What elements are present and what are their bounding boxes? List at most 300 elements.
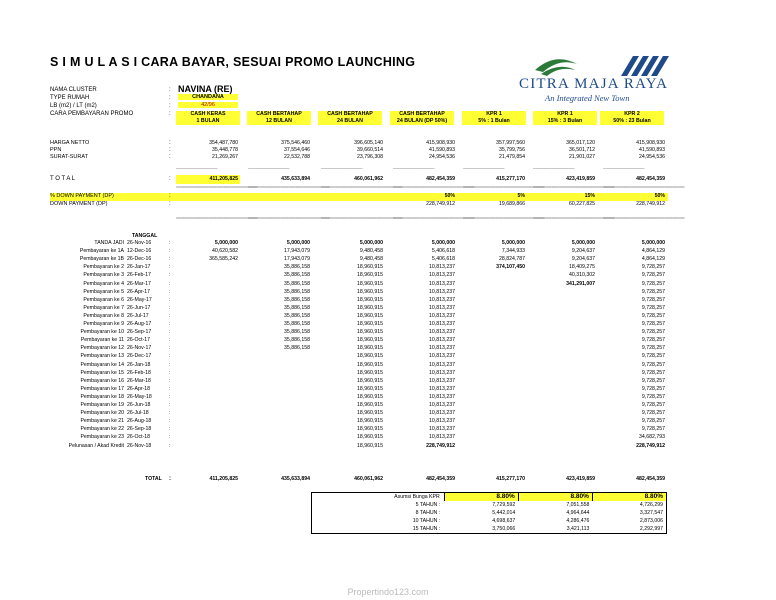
payment-date: 26-Jan-18 bbox=[127, 361, 151, 368]
interest-rate: 8.80% bbox=[592, 493, 666, 502]
payment-value: 35,886,158 bbox=[284, 337, 310, 344]
cell-value: 482,454,359 bbox=[636, 176, 665, 182]
separator: ---------------------------------------- bbox=[248, 165, 290, 170]
payment-date: 26-Oct-17 bbox=[127, 337, 151, 344]
colon: : bbox=[169, 256, 171, 263]
tenor-label: 8 TAHUN : bbox=[415, 510, 441, 516]
colon: : bbox=[169, 377, 171, 384]
colon: : bbox=[169, 95, 171, 101]
cell-value: 21,479,854 bbox=[499, 154, 525, 160]
separator: ======================================== bbox=[321, 215, 403, 220]
payment-value: 35,886,158 bbox=[284, 280, 310, 287]
cell-value: 21,901,027 bbox=[569, 154, 595, 160]
cell-value: 36,501,712 bbox=[569, 147, 595, 153]
payment-value: 10,813,237 bbox=[429, 410, 455, 417]
interest-header-row bbox=[312, 493, 667, 502]
payment-value: 5,000,000 bbox=[431, 240, 455, 246]
payment-value: 18,960,915 bbox=[357, 402, 383, 408]
column-header-line2: 50% : 23 Bulan bbox=[613, 118, 651, 124]
payment-value: 9,728,257 bbox=[641, 264, 665, 271]
separator: ---------------------------------------- bbox=[463, 165, 505, 170]
installment-value: 3,421,113 bbox=[566, 526, 590, 532]
total-bottom-value: 415,277,170 bbox=[496, 476, 525, 482]
payment-date: 26-Feb-17 bbox=[127, 272, 151, 279]
separator: ---------------------------------------- bbox=[533, 165, 575, 170]
payment-date: 26-May-18 bbox=[127, 393, 152, 400]
row-label: DOWN PAYMENT (DP) bbox=[50, 201, 108, 207]
payment-value: 18,960,915 bbox=[357, 288, 383, 295]
payment-value: 18,960,915 bbox=[357, 264, 383, 271]
payment-label: Pembayaran ke 17 bbox=[80, 385, 124, 392]
payment-label: Pembayaran ke 14 bbox=[80, 361, 124, 368]
payment-value: 18,960,915 bbox=[357, 280, 383, 287]
payment-value: 17,943,079 bbox=[284, 256, 310, 263]
page-title: S I M U L A S I CARA BAYAR, SESUAI PROMO LAUNCHING bbox=[50, 55, 416, 69]
payment-value: 9,728,257 bbox=[641, 426, 665, 433]
colon: : bbox=[169, 201, 171, 207]
payment-value: 35,886,158 bbox=[284, 312, 310, 319]
installment-value: 3,750,066 bbox=[492, 526, 516, 532]
interest-row bbox=[312, 517, 667, 525]
payment-date: 26-Nov-17 bbox=[127, 345, 152, 352]
row-label: % DOWN PAYMENT (DP) bbox=[50, 193, 114, 199]
payment-value: 10,813,237 bbox=[429, 369, 455, 376]
cell-value: 23,796,308 bbox=[357, 154, 383, 160]
payment-value: 9,204,637 bbox=[571, 256, 595, 263]
payment-value: 10,813,237 bbox=[429, 385, 455, 392]
payment-value: 4,864,129 bbox=[641, 256, 665, 263]
colon: : bbox=[169, 410, 171, 417]
colon: : bbox=[169, 288, 171, 295]
column-header bbox=[176, 111, 240, 125]
payment-value: 9,728,257 bbox=[641, 418, 665, 425]
payment-value: 18,960,915 bbox=[357, 304, 383, 311]
installment-value: 4,964,644 bbox=[566, 510, 590, 516]
column-header-line1: CASH BERTAHAP bbox=[256, 111, 302, 117]
payment-value: 9,728,257 bbox=[641, 337, 665, 344]
payment-date: 26-Jan-17 bbox=[127, 264, 151, 271]
cell-value: 19,689,866 bbox=[499, 201, 525, 207]
payment-date: 26-Aug-17 bbox=[127, 321, 152, 327]
payment-value: 18,409,275 bbox=[569, 264, 595, 271]
colon: : bbox=[169, 402, 171, 408]
payment-label: Pembayaran ke 4 bbox=[83, 280, 124, 287]
payment-value: 9,728,257 bbox=[641, 288, 665, 295]
payment-value: 35,886,158 bbox=[284, 304, 310, 311]
tenor-label: 5 TAHUN : bbox=[415, 502, 441, 508]
payment-value: 10,813,237 bbox=[429, 312, 455, 319]
payment-value: 9,728,257 bbox=[641, 345, 665, 352]
payment-value: 18,960,915 bbox=[357, 418, 383, 425]
cell-value: 21,269,267 bbox=[212, 154, 238, 160]
cell-value: 22,532,788 bbox=[284, 154, 310, 160]
cell-value: 15% bbox=[584, 193, 595, 199]
interest-row bbox=[312, 501, 667, 509]
cell-value: 50% bbox=[654, 193, 665, 199]
payment-date: 26-Mar-17 bbox=[127, 280, 151, 287]
colon: : bbox=[169, 248, 171, 255]
payment-value: 18,960,915 bbox=[357, 361, 383, 368]
payment-value: 9,728,257 bbox=[641, 393, 665, 400]
payment-date: 26-Apr-17 bbox=[127, 288, 151, 295]
tenor-label: 15 TAHUN : bbox=[412, 526, 441, 532]
column-header-line2: 24 BULAN (DP 50%) bbox=[396, 118, 448, 124]
payment-value: 10,813,237 bbox=[429, 402, 455, 408]
payment-label: Pembayaran ke 18 bbox=[80, 393, 124, 400]
colon: : bbox=[169, 385, 171, 392]
payment-date: 26-Feb-18 bbox=[127, 369, 151, 376]
cell-value: 423,419,859 bbox=[566, 176, 595, 182]
payment-value: 40,310,302 bbox=[569, 272, 595, 279]
payment-date: 26-Sep-18 bbox=[127, 426, 152, 433]
payment-value: 28,824,787 bbox=[499, 256, 525, 263]
installment-value: 5,442,014 bbox=[492, 510, 516, 516]
installment-value: 7,051,558 bbox=[566, 502, 590, 508]
cell-value: 35,799,756 bbox=[499, 147, 525, 153]
separator: ======================================== bbox=[321, 184, 403, 189]
payment-value: 9,728,257 bbox=[641, 369, 665, 376]
cell-value: 41,590,893 bbox=[639, 147, 665, 153]
cell-value: 228,749,912 bbox=[636, 201, 665, 207]
payment-label: Pembayaran ke 6 bbox=[83, 296, 124, 303]
payment-value: 9,728,257 bbox=[641, 329, 665, 336]
column-header-line1: CASH BERTAHAP bbox=[327, 111, 373, 117]
payment-value: 17,943,079 bbox=[284, 248, 310, 255]
payment-value: 35,886,158 bbox=[284, 321, 310, 327]
payment-value: 10,813,237 bbox=[429, 280, 455, 287]
colon: : bbox=[169, 304, 171, 311]
installment-value: 7,729,592 bbox=[492, 502, 516, 508]
column-header bbox=[600, 111, 664, 125]
colon: : bbox=[169, 176, 171, 182]
column-header-line1: CASH BERTAHAP bbox=[399, 111, 445, 117]
cell-value: 482,454,359 bbox=[426, 176, 455, 182]
colon: : bbox=[169, 111, 171, 117]
total-bottom-value: 435,633,894 bbox=[281, 476, 310, 482]
payment-label: Pembayaran ke 13 bbox=[80, 353, 124, 360]
payment-value: 228,749,912 bbox=[636, 442, 665, 449]
cell-value: 415,908,930 bbox=[636, 140, 665, 146]
colon: : bbox=[169, 140, 171, 146]
cell-value: 35,448,778 bbox=[212, 147, 238, 153]
colon: : bbox=[169, 353, 171, 360]
payment-value: 10,813,237 bbox=[429, 272, 455, 279]
installment-value: 2,292,997 bbox=[639, 526, 663, 532]
payment-value: 10,813,237 bbox=[429, 418, 455, 425]
payment-value: 35,886,158 bbox=[284, 288, 310, 295]
payment-value: 18,960,915 bbox=[357, 272, 383, 279]
payment-label: Pembayaran ke 3 bbox=[83, 272, 124, 279]
column-header-line1: KPR 2 bbox=[624, 111, 640, 117]
payment-value: 5,406,618 bbox=[431, 256, 455, 263]
payment-date: 26-Jul-17 bbox=[127, 312, 149, 319]
payment-value: 9,728,257 bbox=[641, 312, 665, 319]
separator: ======================================== bbox=[463, 215, 545, 220]
total-bottom-value: 460,061,962 bbox=[354, 476, 383, 482]
payment-value: 18,960,915 bbox=[357, 312, 383, 319]
cell-value: 354,487,780 bbox=[209, 140, 238, 146]
payment-value: 18,960,915 bbox=[357, 385, 383, 392]
colon: : bbox=[169, 296, 171, 303]
payment-label: TANDA JADI bbox=[94, 240, 124, 246]
colon: : bbox=[169, 154, 171, 160]
colon: : bbox=[169, 329, 171, 336]
separator: ======================================== bbox=[176, 184, 258, 189]
payment-value: 5,000,000 bbox=[501, 240, 525, 246]
payment-value: 18,960,915 bbox=[357, 321, 383, 327]
info-label: LB (m2) / LT (m2) bbox=[50, 103, 97, 109]
total-bottom-value: 482,454,359 bbox=[426, 476, 455, 482]
colon: : bbox=[169, 434, 171, 441]
cell-value: 411,205,825 bbox=[209, 176, 238, 182]
payment-value: 9,728,257 bbox=[641, 385, 665, 392]
payment-value: 18,960,915 bbox=[357, 393, 383, 400]
payment-value: 18,960,915 bbox=[357, 434, 383, 441]
interest-row bbox=[312, 509, 667, 517]
tenor-label: 10 TAHUN : bbox=[412, 518, 441, 524]
separator: ---------------------------------------- bbox=[393, 165, 435, 170]
payment-value: 10,813,237 bbox=[429, 304, 455, 311]
payment-value: 9,480,458 bbox=[359, 256, 383, 263]
payment-value: 10,813,237 bbox=[429, 393, 455, 400]
payment-date: 26-Sep-17 bbox=[127, 329, 152, 336]
payment-value: 5,000,000 bbox=[571, 240, 595, 246]
info-value: 42/96 bbox=[178, 102, 238, 108]
colon: : bbox=[169, 147, 171, 153]
payment-label: Pembayaran ke 12 bbox=[80, 345, 124, 352]
colon: : bbox=[169, 264, 171, 271]
payment-value: 10,813,237 bbox=[429, 264, 455, 271]
separator: ---------------------------------------- bbox=[321, 165, 363, 170]
row-label: HARGA NETTO bbox=[50, 140, 90, 146]
payment-value: 18,960,915 bbox=[357, 337, 383, 344]
payment-value: 18,960,915 bbox=[357, 377, 383, 384]
payment-value: 18,960,915 bbox=[357, 369, 383, 376]
cell-value: 24,954,536 bbox=[639, 154, 665, 160]
payment-value: 18,960,915 bbox=[357, 442, 383, 449]
row-label: T O T A L bbox=[50, 176, 76, 182]
payment-value: 18,960,915 bbox=[357, 426, 383, 433]
payment-value: 9,728,257 bbox=[641, 272, 665, 279]
row-label: PPN bbox=[50, 147, 62, 153]
cell-value: 41,590,893 bbox=[429, 147, 455, 153]
cell-value: 37,554,646 bbox=[284, 147, 310, 153]
payment-value: 9,728,257 bbox=[641, 410, 665, 417]
payment-date: 26-Mar-18 bbox=[127, 377, 151, 384]
cell-value: 460,061,962 bbox=[354, 176, 383, 182]
colon: : bbox=[169, 442, 171, 449]
payment-date: 26-May-17 bbox=[127, 296, 152, 303]
payment-value: 341,291,007 bbox=[566, 280, 595, 287]
separator: ---------------------------------------- bbox=[176, 165, 218, 170]
colon: : bbox=[169, 103, 171, 109]
colon: : bbox=[169, 393, 171, 400]
payment-value: 9,728,257 bbox=[641, 296, 665, 303]
payment-value: 10,813,237 bbox=[429, 321, 455, 327]
payment-value: 40,620,582 bbox=[212, 248, 238, 255]
payment-label: Pembayaran ke 15 bbox=[80, 369, 124, 376]
interest-rate: 8.80% bbox=[444, 493, 518, 502]
payment-label: Pembayaran ke 1B bbox=[79, 256, 124, 263]
payment-value: 7,344,933 bbox=[501, 248, 525, 255]
cell-value: 228,749,912 bbox=[426, 201, 455, 207]
payment-value: 5,406,618 bbox=[431, 248, 455, 255]
payment-value: 5,000,000 bbox=[641, 240, 665, 246]
payment-date: 26-Dec-17 bbox=[127, 353, 152, 360]
payment-value: 18,960,915 bbox=[357, 296, 383, 303]
interest-row bbox=[312, 525, 667, 534]
payment-date: 26-Jul-18 bbox=[127, 410, 149, 417]
cell-value: 39,660,514 bbox=[357, 147, 383, 153]
colon: : bbox=[169, 337, 171, 344]
column-header-line2: 1 BULAN bbox=[196, 118, 220, 124]
info-value: CHANDANA bbox=[178, 94, 238, 100]
payment-value: 5,000,000 bbox=[359, 240, 383, 246]
column-header-line2: 5% : 1 Bulan bbox=[478, 118, 510, 124]
cell-value: 365,017,120 bbox=[566, 140, 595, 146]
payment-value: 10,813,237 bbox=[429, 296, 455, 303]
separator: ======================================== bbox=[248, 215, 330, 220]
total-bottom-value: 482,454,359 bbox=[636, 476, 665, 482]
payment-value: 9,728,257 bbox=[641, 361, 665, 368]
installment-value: 4,726,299 bbox=[639, 502, 663, 508]
payment-value: 374,107,450 bbox=[496, 264, 525, 271]
payment-date: 26-Jun-17 bbox=[127, 304, 151, 311]
colon: : bbox=[169, 272, 171, 279]
payment-value: 9,204,637 bbox=[571, 248, 595, 255]
total-bottom-value: 423,419,859 bbox=[566, 476, 595, 482]
colon: : bbox=[169, 426, 171, 433]
payment-value: 35,886,158 bbox=[284, 272, 310, 279]
column-header bbox=[390, 111, 454, 125]
installment-value: 2,873,006 bbox=[639, 518, 663, 524]
row-label: SURAT-SURAT bbox=[50, 154, 88, 160]
cell-value: 375,546,460 bbox=[281, 140, 310, 146]
cell-value: 60,227,825 bbox=[569, 201, 595, 207]
payment-label: Pembayaran ke 20 bbox=[80, 410, 124, 417]
cell-value: 415,277,170 bbox=[496, 176, 525, 182]
payment-value: 10,813,237 bbox=[429, 361, 455, 368]
payment-date: 12-Dec-16 bbox=[127, 248, 152, 255]
separator: ======================================== bbox=[463, 184, 545, 189]
total-bottom-label: TOTAL bbox=[145, 476, 162, 482]
payment-value: 35,886,158 bbox=[284, 345, 310, 352]
payment-date: 26-Nov-18 bbox=[127, 442, 152, 449]
column-header-line2: 24 BULAN bbox=[337, 118, 363, 124]
info-label: TYPE RUMAH bbox=[50, 95, 90, 101]
payment-label: Pembayaran ke 21 bbox=[80, 418, 124, 425]
payment-label: Pembayaran ke 7 bbox=[83, 304, 124, 311]
separator: ======================================== bbox=[393, 215, 475, 220]
payment-value: 10,813,237 bbox=[429, 426, 455, 433]
payment-value: 18,960,915 bbox=[357, 353, 383, 360]
payment-date: 26-Nov-16 bbox=[127, 240, 152, 246]
colon: : bbox=[169, 361, 171, 368]
cluster-name: NAVINA (RE) bbox=[178, 84, 233, 94]
payment-value: 228,749,912 bbox=[426, 442, 455, 449]
column-header-line1: CASH KERAS bbox=[190, 111, 226, 117]
interest-rate: 8.80% bbox=[518, 493, 592, 502]
colon: : bbox=[169, 476, 171, 482]
cell-value: 357,997,560 bbox=[496, 140, 525, 146]
cell-value: 5% bbox=[517, 193, 525, 199]
payment-value: 9,728,257 bbox=[641, 304, 665, 311]
installment-value: 4,286,476 bbox=[566, 518, 590, 524]
separator: ======================================== bbox=[533, 215, 615, 220]
separator: ======================================== bbox=[248, 184, 330, 189]
column-header bbox=[318, 111, 382, 125]
payment-value: 9,728,257 bbox=[641, 353, 665, 360]
column-header-line2: 15% : 3 Bulan bbox=[547, 118, 583, 124]
colon: : bbox=[169, 193, 171, 199]
column-header-line2: 12 BULAN bbox=[266, 118, 292, 124]
payment-value: 35,886,158 bbox=[284, 296, 310, 303]
payment-value: 18,960,915 bbox=[357, 345, 383, 352]
payment-label: Pembayaran ke 1A bbox=[79, 248, 124, 255]
logo-name: CITRA MAJA RAYA bbox=[519, 76, 669, 92]
interest-header-label: Asumsi Bunga KPR bbox=[394, 494, 440, 500]
info-label: CARA PEMBAYARAN PROMO bbox=[50, 111, 134, 117]
payment-value: 10,813,237 bbox=[429, 434, 455, 441]
payment-value: 10,813,237 bbox=[429, 288, 455, 295]
payment-value: 9,728,257 bbox=[641, 402, 665, 408]
separator: ======================================== bbox=[603, 184, 685, 189]
payment-label: Pembayaran ke 22 bbox=[80, 426, 124, 433]
total-bottom-value: 411,205,825 bbox=[209, 476, 238, 482]
payment-label: Pembayaran ke 11 bbox=[80, 337, 124, 344]
payment-value: 9,728,257 bbox=[641, 321, 665, 327]
interest-table bbox=[311, 492, 667, 534]
payment-value: 5,000,000 bbox=[214, 240, 238, 246]
payment-label: Pembayaran ke 10 bbox=[80, 329, 124, 336]
colon: : bbox=[169, 321, 171, 327]
payment-date: 26-Oct-18 bbox=[127, 434, 151, 441]
column-header bbox=[247, 111, 311, 125]
installment-value: 3,327,547 bbox=[639, 510, 663, 516]
payment-value: 10,813,237 bbox=[429, 329, 455, 336]
separator: ======================================== bbox=[533, 184, 615, 189]
colon: : bbox=[169, 369, 171, 376]
payment-date: 26-Aug-18 bbox=[127, 418, 152, 425]
payment-value: 9,480,458 bbox=[359, 248, 383, 255]
cell-value: 50% bbox=[444, 193, 455, 199]
payment-value: 10,813,237 bbox=[429, 377, 455, 384]
payment-value: 10,813,237 bbox=[429, 353, 455, 360]
payment-value: 10,813,237 bbox=[429, 345, 455, 352]
payment-label: Pembayaran ke 19 bbox=[80, 402, 124, 408]
separator: ======================================== bbox=[176, 215, 258, 220]
payment-value: 5,000,000 bbox=[286, 240, 310, 246]
payment-value: 365,585,242 bbox=[209, 256, 238, 263]
column-header bbox=[462, 111, 526, 125]
payment-label: Pembayaran ke 2 bbox=[83, 264, 124, 271]
column-header-line1: KPR 1 bbox=[557, 111, 573, 117]
separator: ======================================== bbox=[393, 184, 475, 189]
payment-label: Pembayaran ke 9 bbox=[83, 321, 124, 327]
colon: : bbox=[169, 345, 171, 352]
payment-value: 18,960,915 bbox=[357, 329, 383, 336]
payment-value: 9,728,257 bbox=[641, 280, 665, 287]
payment-value: 35,886,158 bbox=[284, 264, 310, 271]
watermark: Propertindo123.com bbox=[347, 587, 429, 597]
payment-date: 26-Apr-18 bbox=[127, 385, 151, 392]
payment-value: 10,813,237 bbox=[429, 337, 455, 344]
column-header-line1: KPR 1 bbox=[486, 111, 502, 117]
payment-date: 26-Dec-16 bbox=[127, 256, 152, 263]
separator: ======================================== bbox=[603, 215, 685, 220]
payment-value: 34,682,793 bbox=[639, 434, 665, 441]
cell-value: 24,954,536 bbox=[429, 154, 455, 160]
